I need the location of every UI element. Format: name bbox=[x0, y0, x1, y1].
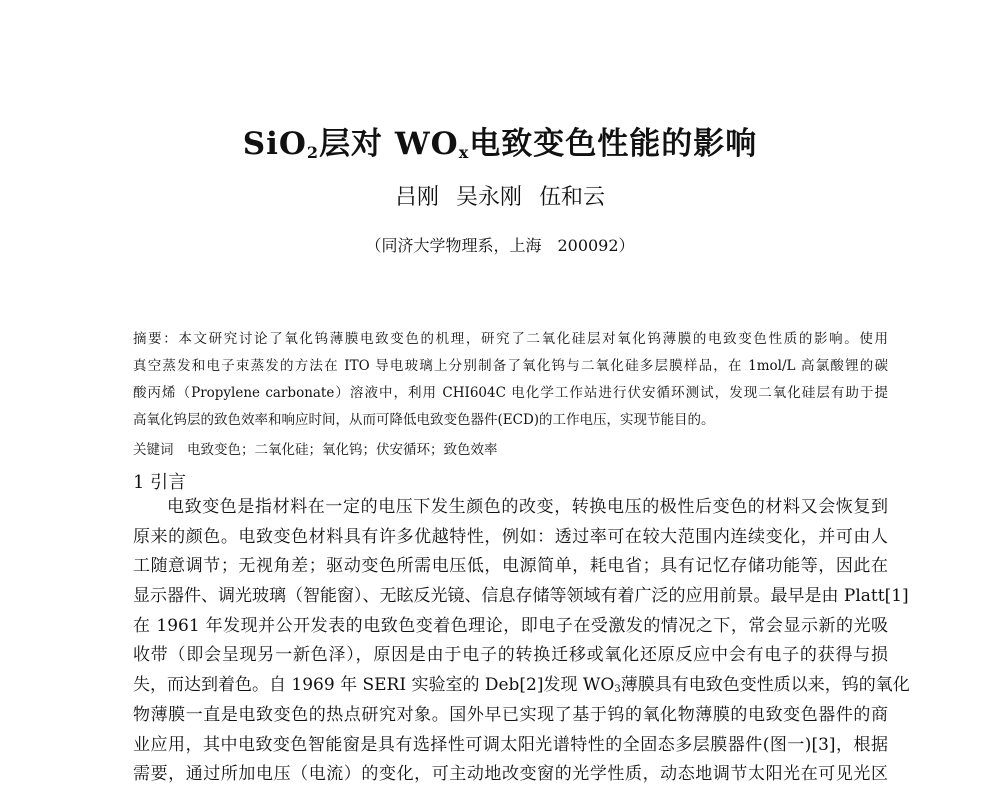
body-line: 收带（即会呈现另一新色泽），原因是由于电子的转换迁移或氧化还原反应中会有电子的获得与损 bbox=[133, 645, 888, 666]
abstract-line: 摘要：本文研究讨论了氧化钨薄膜电致变色的机理，研究了二氧化硅层对氧化钨薄膜的电致变色性质的影响。使用 bbox=[133, 331, 888, 347]
author-affiliation: （同济大学物理系，上海 200092） bbox=[365, 236, 635, 255]
abstract-line: 高氧化钨层的致色效率和响应时间，从而可降低电致变色器件(ECD)的工作电压，实现节能目的。 bbox=[133, 412, 715, 428]
body-line: 物薄膜一直是电致变色的热点研究对象。国外早已实现了基于钨的氧化物薄膜的电致变色器件的商 bbox=[133, 704, 888, 725]
author-list bbox=[0, 180, 1000, 211]
body-line: 需要，通过所加电压（电流）的变化，可主动地改变窗的光学性质，动态地调节太阳光在可见光区 bbox=[133, 764, 888, 785]
body-paragraph bbox=[133, 493, 910, 790]
section-heading: 1 引言 bbox=[133, 472, 187, 493]
body-line: 在 1961 年发现并公开发表的电致色变着色理论，即电子在受激发的情况之下，常会显示新的光吸 bbox=[133, 615, 888, 636]
author-name: 伍和云 bbox=[539, 185, 606, 210]
abstract-line: 酸丙烯（Propylene carbonate）溶液中，利用 CHI604C 电化学工作站进行伏安循环测试，发现二氧化硅层有助于提 bbox=[133, 385, 888, 401]
abstract-line: 真空蒸发和电子束蒸发的方法在 ITO 导电玻璃上分别制备了氧化钨与二氧化硅多层膜样品，在 1mol/L 高氯酸锂的碳 bbox=[133, 358, 888, 374]
body-line: 业应用，其中电致变色智能窗是具有选择性可调太阳光谱特性的全固态多层膜器件(图一)[3]，根据 bbox=[133, 734, 888, 755]
abstract bbox=[133, 326, 888, 434]
body-line: 失，而达到着色。自 1969 年 SERI 实验室的 Deb[2]发现 $WO_3$薄膜具有电致色变性质以来，钨的氧化 bbox=[133, 675, 910, 696]
body-line: 原来的颜色。电致变色材料具有许多优越特性，例如：透过率可在较大范围内连续变化，并可由人 bbox=[133, 526, 888, 547]
body-line: 显示器件、调光玻璃（智能窗）、无眩反光镜、信息存储等领域有着广泛的应用前景。最早是由 Platt[1] bbox=[133, 586, 909, 607]
author-name: 吴永刚 bbox=[455, 185, 522, 210]
author-name: 吕刚 bbox=[394, 185, 439, 210]
body-line: 电致变色是指材料在一定的电压下发生颜色的改变，转换电压的极性后变色的材料又会恢复到 bbox=[167, 497, 888, 517]
paper-title: SiO$_2$层对 $WO_x$电致变色性能的影响 bbox=[242, 126, 758, 162]
keywords: 关键词 电致变色；二氧化硅；氧化钨；伏安循环；致色效率 bbox=[133, 442, 498, 458]
body-line: 工随意调节；无视角差；驱动变色所需电压低，电源简单，耗电省；具有记忆存储功能等，因此在 bbox=[133, 556, 888, 577]
